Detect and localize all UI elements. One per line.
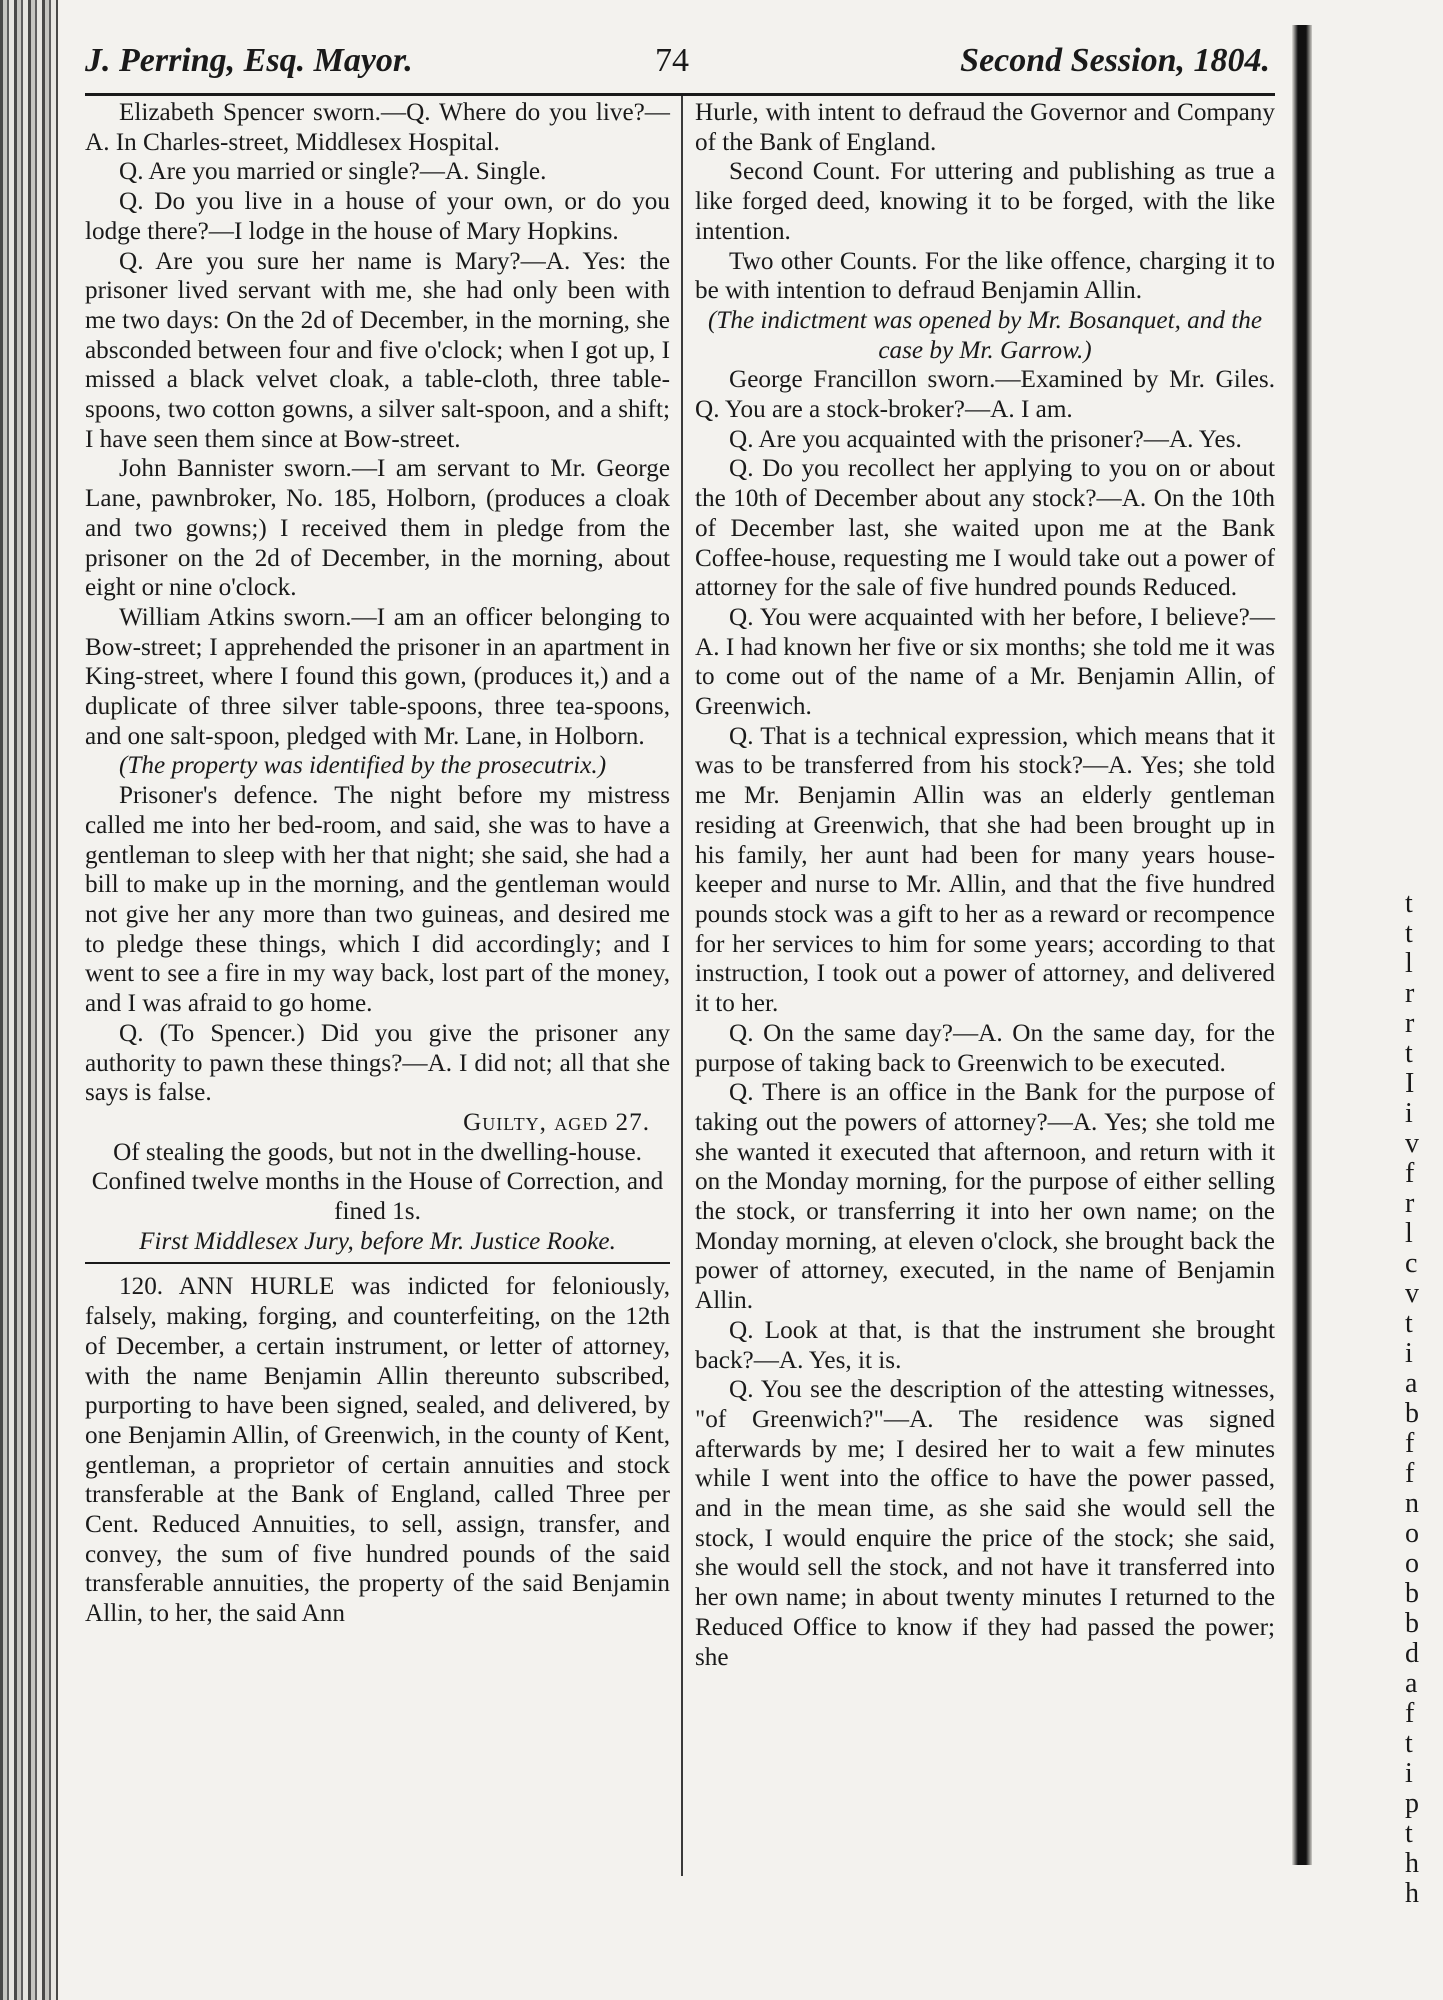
- margin-letter: t: [1405, 1728, 1413, 1759]
- margin-letter: h: [1405, 1878, 1419, 1909]
- margin-letter: r: [1405, 1188, 1415, 1219]
- margin-letter: i: [1405, 1098, 1413, 1129]
- paragraph: Second Count. For uttering and publishing as true a like forged deed, knowing it to be forged, with the like intention.: [695, 158, 1275, 245]
- paragraph: Q. Are you married or single?—A. Single.: [119, 158, 547, 186]
- paragraph: Elizabeth Spencer sworn.—Q. Where do you live?—A. In Charles-street, Middlesex Hospital.: [85, 99, 670, 156]
- page-gutter-shadow: [1292, 25, 1312, 1865]
- paragraph: Two other Counts. For the like offence, charging it to be with intention to defraud Benjamin Allin.: [695, 247, 1275, 305]
- paragraph: Q. Are you acquainted with the prisoner?—A. Yes.: [729, 425, 1242, 453]
- margin-letter: f: [1405, 1158, 1415, 1189]
- margin-letter: i: [1405, 1758, 1413, 1789]
- paragraph: Q. You see the description of the attesting witnesses, "of Greenwich?"—A. The residence was signed afterwards by me; I desired her to wait a few minutes while I went into the office to have the power passed, and in the mean time, as she said she would sell the stock, I would enquire the price of the stock; she said, she would sell the stock, and not have it transferred into her own name; in about twenty minutes I returned to the Reduced Office to know if they had passed the power; she: [695, 1376, 1275, 1671]
- margin-letter: l: [1405, 948, 1413, 979]
- left-column: [85, 98, 670, 1629]
- margin-letter: a: [1405, 1368, 1418, 1399]
- paragraph: Hurle, with intent to defraud the Governor and Company of the Bank of England.: [695, 99, 1275, 156]
- margin-letter: f: [1405, 1428, 1415, 1459]
- sentence: Of stealing the goods, but not in the dwelling-house. Confined twelve months in the House of Correction, and fined 1s.: [91, 1138, 664, 1226]
- margin-letter: i: [1405, 1338, 1413, 1369]
- paragraph: 120. ANN HURLE was indicted for feloniously, falsely, making, forging, and counterfeiting, on the 12th of December, a certain instrument, or letter of attorney, with the name Benjamin Allin thereunto subscribed, purporting to have been signed, sealed, and delivered, by one Benjamin Allin, of Greenwich, in the county of Kent, gentleman, a proprietor of certain annuities and stock transferable at the Bank of England, called Three per Cent. Reduced Annuities, to sell, assign, transfer, and convey, the sum of five hundred pounds of the said transferable annuities, the property of the said Benjamin Allin, to her, the said Ann: [85, 1273, 670, 1628]
- header-left: J. Perring, Esq. Mayor.: [85, 42, 413, 79]
- margin-letter: a: [1405, 1668, 1418, 1699]
- jury-note: First Middlesex Jury, before Mr. Justice Rooke.: [139, 1227, 616, 1255]
- margin-letter: h: [1405, 1848, 1419, 1879]
- margin-letter: v: [1405, 1278, 1419, 1309]
- margin-letter: o: [1405, 1548, 1419, 1579]
- header-rule: [85, 93, 1275, 96]
- paragraph-note: (The property was identified by the prosecutrix.): [119, 752, 607, 780]
- margin-letter: I: [1405, 1068, 1415, 1099]
- margin-letter: c: [1405, 1248, 1418, 1279]
- margin-letter: l: [1405, 1218, 1413, 1249]
- margin-letter: t: [1405, 1038, 1413, 1069]
- margin-letter: t: [1405, 1308, 1413, 1339]
- paragraph: Q. You were acquainted with her before, I believe?—A. I had known her five or six months; she told me it was to come out of the name of a Mr. Benjamin Allin, of Greenwich.: [695, 603, 1275, 721]
- margin-letter: r: [1405, 1008, 1415, 1039]
- paragraph-note: (The indictment was opened by Mr. Bosanquet, and the case by Mr. Garrow.): [707, 306, 1263, 364]
- paragraph: Q. Look at that, is that the instrument she brought back?—A. Yes, it is.: [695, 1316, 1275, 1374]
- margin-letter: v: [1405, 1128, 1419, 1159]
- page-number: 74: [655, 42, 689, 79]
- paragraph: John Bannister sworn.—I am servant to Mr. George Lane, pawnbroker, No. 185, Holborn, (produces a cloak and two gowns;) I received them in pledge from the prisoner on the 2d of December, in the morning, about eight or nine o'clock.: [85, 455, 670, 602]
- paragraph: Q. That is a technical expression, which means that it was to be transferred from his stock?—A. Yes; she told me Mr. Benjamin Allin was an elderly gentleman residing at Greenwich, that she had been brought up in his family, her aunt had been for many years house-keeper and nurse to Mr. Allin, and that the five hundred pounds stock was a gift to her as a reward or recompence for her services to him for some years; according to that instruction, I took out a power of attorney, and delivered it to her.: [695, 722, 1275, 1018]
- margin-letter: o: [1405, 1518, 1419, 1549]
- paragraph: Q. Do you live in a house of your own, or do you lodge there?—I lodge in the house of Mary Hopkins.: [85, 188, 670, 245]
- paragraph: George Francillon sworn.—Examined by Mr. Giles. Q. You are a stock-broker?—A. I am.: [695, 366, 1275, 424]
- column-divider: [681, 96, 683, 1876]
- page-binding-shadow: [0, 0, 58, 2000]
- margin-letter: t: [1405, 888, 1413, 919]
- header-right: Second Session, 1804.: [960, 42, 1270, 79]
- margin-letter: b: [1405, 1608, 1419, 1639]
- running-header: [85, 42, 1270, 94]
- paragraph: Q. Do you recollect her applying to you on or about the 10th of December about any stock?—A. On the 10th of December last, she waited upon me at the Bank Coffee-house, requesting me I would take out a power of attorney for the sale of five hundred pounds Reduced.: [695, 455, 1275, 602]
- paragraph: Q. (To Spencer.) Did you give the prisoner any authority to pawn these things?—A. I did not; all that she says is false.: [85, 1019, 670, 1107]
- margin-letter: b: [1405, 1578, 1419, 1609]
- margin-letter: t: [1405, 1818, 1413, 1849]
- paragraph: Q. Are you sure her name is Mary?—A. Yes: the prisoner lived servant with me, she had only been with me two days: On the 2d of December, in the morning, she absconded between four and five o'clock; when I got up, I missed a black velvet cloak, a table-cloth, three table-spoons, two cotton gowns, a silver salt-spoon, and a shift; I have seen them since at Bow-street.: [85, 247, 670, 453]
- margin-letter: p: [1405, 1788, 1419, 1819]
- margin-letter: n: [1405, 1488, 1419, 1519]
- verdict: Guilty, aged 27.: [463, 1108, 650, 1136]
- paragraph: William Atkins sworn.—I am an officer belonging to Bow-street; I apprehended the prisoner in an apartment in King-street, where I found this gown, (produces it,) and a duplicate of three silver table-spoons, three tea-spoons, and one salt-spoon, pledged with Mr. Lane, in Holborn.: [85, 603, 670, 750]
- margin-letter: f: [1405, 1698, 1415, 1729]
- margin-letter: d: [1405, 1638, 1419, 1669]
- paragraph: Q. There is an office in the Bank for the purpose of taking out the powers of attorney?—A. Yes; she told me she wanted it executed that afternoon, and return with it on the Monday morning, for the purpose of either selling the stock, or transferring it into her own name; on the Monday morning, at eleven o'clock, she brought back the power of attorney, executed, in the name of Benjamin Allin.: [695, 1079, 1275, 1315]
- paragraph: Prisoner's defence. The night before my mistress called me into her bed-room, and said, she was to have a gentleman to sleep with her that night; she said, she had a bill to make up in the morning, and the gentleman would not give her any more than two guineas, and desired me to pledge these things, which I did accordingly; and I went to see a fire in my way back, lost part of the money, and I was afraid to go home.: [85, 782, 670, 1018]
- section-rule: [85, 1262, 670, 1264]
- margin-letter: t: [1405, 918, 1413, 949]
- margin-letter: b: [1405, 1398, 1419, 1429]
- paragraph: Q. On the same day?—A. On the same day, for the purpose of taking back to Greenwich to be executed.: [695, 1019, 1275, 1077]
- margin-letter: f: [1405, 1458, 1415, 1489]
- right-column: [695, 98, 1275, 1672]
- margin-letter: r: [1405, 978, 1415, 1009]
